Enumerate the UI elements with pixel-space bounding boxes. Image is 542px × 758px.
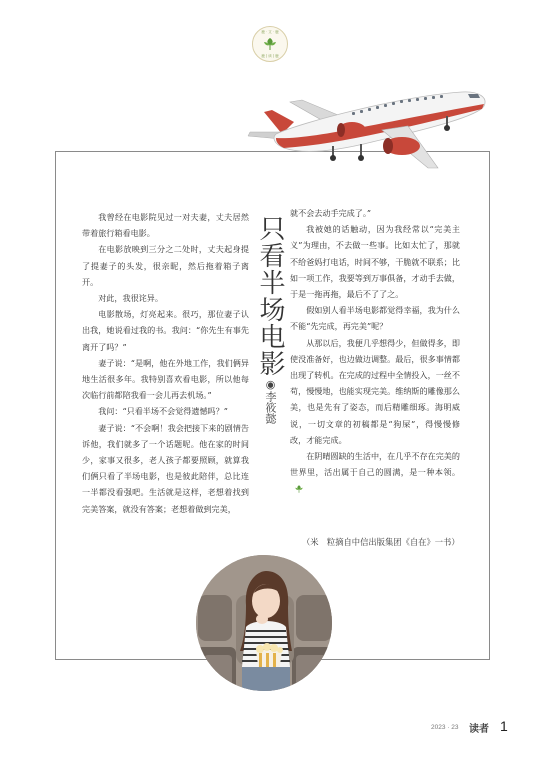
issue-number: 2023 · 23	[431, 724, 459, 731]
leaf-logo-icon	[262, 36, 278, 52]
article-author: ◉李筱懿	[264, 378, 277, 424]
airplane-illustration	[232, 82, 490, 180]
badge-top-text: 鹿 · 文 · 鹿	[261, 30, 279, 34]
paragraph: 电影散场，灯亮起来。很巧，那位妻子认出我，她说看过我的书。我问：“你先生有事先离开了吗？”	[82, 309, 249, 352]
paragraph: 对此，我很诧异。	[98, 293, 163, 304]
end-leaf-icon	[294, 484, 304, 494]
article-source: （米 粒摘自中信出版集团《自在》一书）	[302, 537, 460, 547]
magazine-badge	[252, 26, 288, 62]
paragraph: 我被她的话触动，因为我经常以“完美主义”为理由，不去做一些事。比如太忙了，那就不给爸妈打电话，时间不够，干脆就不联系；比如一项工作，我要等到万事俱备，才动手去做，于是一拖再拖，最后不了了之。	[290, 224, 460, 300]
paragraph: 我问：“只看半场不会觉得遗憾吗？”	[98, 406, 228, 417]
paragraph: 假如别人看半场电影都觉得幸福，我为什么不能“先完成，再完美”呢？	[290, 305, 460, 332]
paragraph: 就不会去动手完成了。”	[290, 208, 372, 218]
paragraph: 我曾经在电影院见过一对夫妻，丈夫居然带着旅行箱看电影。	[82, 212, 249, 239]
paragraph: 从那以后，我便几乎想得少，但做得多，即使没准备好，也边做边调整。最后，很多事情都出现了转机。在完成的过程中全情投入，一丝不苟，慢慢地，也能实现完美。维纳斯的雕像那么美，也是先有了姿态，而后精雕细琢。海明威说，一切文章的初稿都是“狗屎”，得慢慢修改，才能完成。	[290, 337, 460, 445]
paragraph-text: 在阴晴圆缺的生活中，在几乎不存在完美的世界里，活出属于自己的圆满，是一种本领。	[290, 451, 460, 478]
magazine-name: 读者	[469, 724, 489, 735]
cinema-girl-illustration	[196, 555, 332, 691]
paragraph: 妻子说：“是啊，他在外地工作，我们俩异地生活很多年。我特别喜欢看电影，所以他每次临行前都陪我看一会儿再去机场。”	[82, 357, 249, 401]
page-number: 1	[500, 718, 508, 734]
badge-bottom-text: 鹿 | 读 | 鹿	[261, 54, 279, 58]
cinema-girl-drawing	[196, 555, 332, 691]
left-text-column	[82, 209, 249, 517]
paragraph: 妻子说：“不会啊！我会把接下来的剧情告诉他，我们就多了一个话题呢。他在家的时间少，家事又很多，老人孩子都要照顾，就算我们俩只看了半场电影，也是彼此陪伴，总比连一半都没看强吧。生活就是这样，老想着找到完美答案，就没有答案；老想着做到完美，	[82, 422, 249, 514]
paragraph: 在电影放映到三分之二处时，丈夫起身提了提妻子的头发，很亲昵，然后拖着箱子离开。	[82, 244, 249, 287]
right-text-column	[290, 205, 460, 497]
paragraph-last	[290, 448, 460, 497]
article-title: 只看半场电影	[255, 215, 285, 377]
